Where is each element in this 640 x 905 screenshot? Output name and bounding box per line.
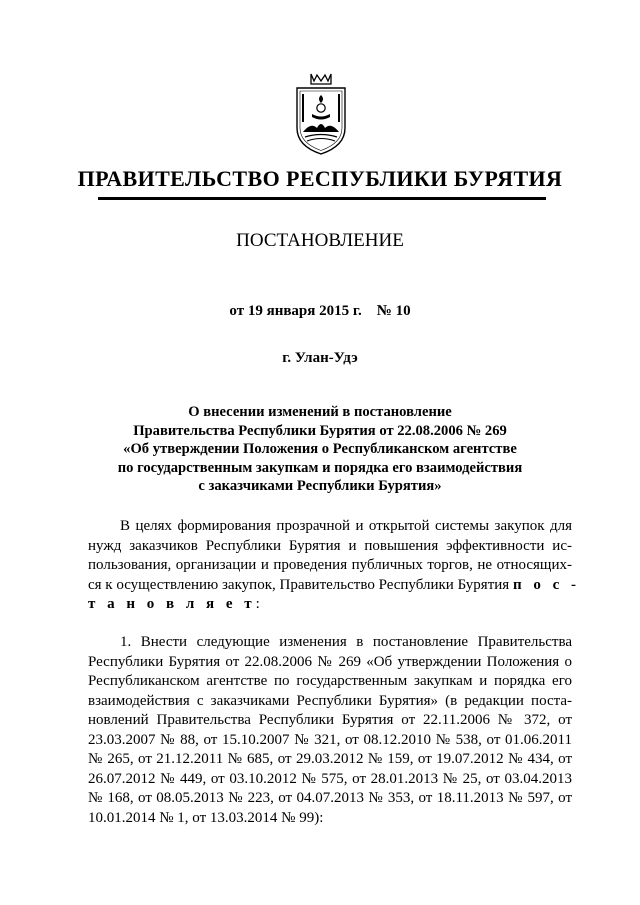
paragraph-line-text: ся к осуществлению закупок, Правительство Республики Бурятия	[88, 576, 510, 593]
document-type: ПОСТАНОВЛЕНИЕ	[236, 230, 404, 251]
city: г. Улан-Удэ	[282, 350, 358, 366]
paragraph-line: № 265, от 21.12.2011 № 685, от 29.03.2012 № 159, от 19.07.2012 № 434, от	[88, 751, 572, 767]
heading-line: «Об утверждении Положения о Республиканском агентстве	[123, 441, 517, 458]
coat-of-arms-emblem	[293, 70, 349, 156]
paragraph-line: нужд заказчиков Республики Бурятия и повышения эффективности ис-	[88, 537, 572, 554]
document-heading	[90, 403, 550, 496]
heading-line: с заказчиками Республики Бурятия»	[198, 478, 442, 495]
decree-word-part: т а н о в л я е т	[88, 596, 256, 612]
decree-colon: :	[255, 596, 260, 612]
paragraph-line: № 168, от 08.05.2013 № 223, от 04.07.2013 № 353, от 18.11.2013 № 597, от	[88, 790, 572, 806]
paragraph-line: 10.01.2014 № 1, от 13.03.2014 № 99):	[88, 809, 324, 826]
decree-word-part: п о с -	[512, 576, 580, 593]
header-rule	[98, 197, 546, 200]
date-and-number: от 19 января 2015 г. № 10	[229, 303, 411, 319]
paragraph-line: взаимодействия с заказчиками Республики Бурятия» (в редакции поста-	[88, 692, 572, 709]
paragraph-line: 26.07.2012 № 449, от 03.10.2012 № 575, от 28.01.2013 № 25, от 03.04.2013	[88, 770, 572, 787]
paragraph-line	[88, 576, 580, 596]
heading-line: по государственным закупкам и порядка его взаимодействия	[117, 459, 523, 476]
paragraph-line: новлений Правительства Республики Бурятия от 22.11.2006 № 372, от	[88, 712, 572, 728]
heading-line: О внесении изменений в постановление	[188, 404, 452, 420]
paragraph-line: Республики Бурятия от 22.08.2006 № 269 «Об утверждении Положения о	[88, 653, 572, 670]
paragraph-line: пользования, организации и проведения публичных торгов, не относящих-	[88, 557, 572, 573]
paragraph-line: Республиканском агентстве по государственным закупкам и порядка его	[88, 673, 572, 689]
heading-line: Правительства Республики Бурятия от 22.08.2006 № 269	[133, 422, 507, 439]
paragraph-preamble	[88, 517, 580, 615]
government-title: ПРАВИТЕЛЬСТВО РЕСПУБЛИКИ БУРЯТИЯ	[77, 166, 563, 191]
paragraph-line: В целях формирования прозрачной и открытой системы закупок для	[120, 518, 572, 534]
paragraph-item-1	[88, 633, 572, 828]
paragraph-line: 23.03.2007 № 88, от 15.10.2007 № 321, от 08.12.2010 № 538, от 01.06.2011	[88, 731, 572, 748]
paragraph-line: 1. Внести следующие изменения в постановление Правительства	[120, 634, 572, 650]
paragraph-line	[88, 595, 572, 615]
